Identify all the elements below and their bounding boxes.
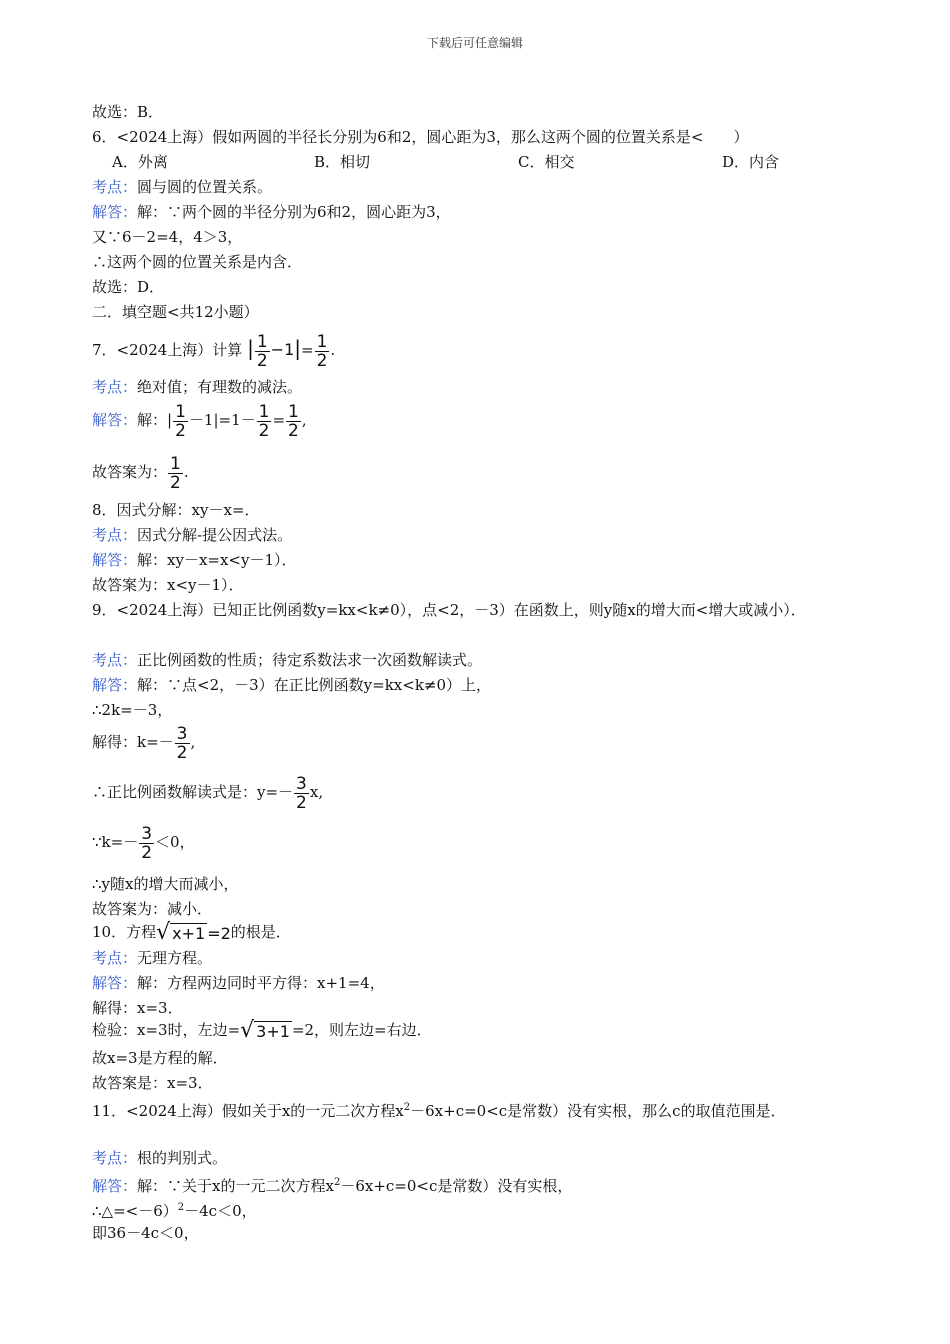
q9-jieda	[92, 675, 491, 695]
kaodian-text: 绝对值；有理数的减法。	[137, 378, 303, 396]
solution-text: 检验：x=3时，左边=	[92, 1021, 241, 1039]
answer-line: 故选：D．	[92, 278, 165, 296]
solution-text: ∴正比例函数解读式是：y=－	[92, 783, 294, 801]
answer-line: 故答案为： $\frac{1}{2}$ .	[92, 453, 189, 493]
answer-line: 故答案为：减小．	[92, 900, 213, 918]
q11-text: －6x+c=0<c是常数）没有实根，那么c的取值范围是．	[410, 1102, 786, 1120]
answer-line: 故选：B．	[92, 103, 164, 121]
solution-line: 即36－4c＜0，	[92, 1224, 199, 1242]
page-header: 下载后可任意编辑	[426, 36, 523, 50]
q6-kaodian	[92, 177, 272, 197]
solution-line: 又∵6－2=4，4＞3，	[92, 228, 243, 246]
q10-jieda	[92, 973, 385, 993]
solution-line: ∴y随x的增大而减小，	[92, 875, 239, 893]
kaodian-label: 考点：	[92, 651, 138, 669]
section-heading: 二．填空题<共12小题）	[92, 303, 259, 321]
kaodian-text: 根的判别式。	[137, 1149, 228, 1167]
answer-line: 故答案是：x=3．	[92, 1074, 213, 1092]
jieda-text: 解：xy－x=x<y－1）．	[137, 551, 297, 569]
jieda-label: 解答：	[92, 411, 138, 429]
jieda-text: 解：	[137, 411, 168, 429]
solution-line: 解得：x=3．	[92, 999, 183, 1017]
solution-line: ∵k=－ $\frac{3}{2}$ ＜0，	[92, 823, 195, 863]
jieda-text: 解：∵点<2，－3）在正比例函数y=kx<k≠0）上，	[137, 676, 492, 694]
kaodian-label: 考点：	[92, 378, 138, 396]
kaodian-text: 圆与圆的位置关系。	[137, 178, 273, 196]
kaodian-text: 因式分解-提公因式法。	[137, 526, 293, 544]
q7-text: 7．<2024上海）计算	[92, 341, 243, 359]
jieda-text: 解：∵关于x的一元二次方程x	[137, 1177, 334, 1195]
question-11: 11．<2024上海）假如关于x的一元二次方程$x^2-6x+c=0<c$是常数）没有实根，那么c的取值范围是．	[92, 1102, 786, 1120]
q11-kaodian	[92, 1148, 227, 1168]
solution-text: －4c＜0，	[184, 1202, 257, 1220]
jieda-text: －6x+c=0<c是常数）没有实根，	[340, 1177, 573, 1195]
q8-jieda	[92, 550, 297, 570]
q9-kaodian	[92, 650, 482, 670]
answer-line: 故答案为：x<y－1）．	[92, 576, 244, 594]
q7-jieda	[92, 400, 307, 440]
solution-line: ∴正比例函数解读式是：y=－ $\frac{3}{2}$ x,	[92, 773, 324, 813]
q7-kaodian	[92, 377, 302, 397]
kaodian-label: 考点：	[92, 178, 138, 196]
solution-line: 故x=3是方程的解．	[92, 1049, 228, 1067]
answer-text: 故答案为：	[92, 463, 168, 481]
check-formula: √ 3+1	[240, 1017, 290, 1043]
kaodian-label: 考点：	[92, 949, 138, 967]
jieda-text: 解：方程两边同时平方得：x+1=4，	[137, 974, 385, 992]
q10-kaodian	[92, 948, 212, 968]
jieda-text: 解：∵两个圆的半径分别为6和2，圆心距为3，	[137, 203, 451, 221]
solution-line	[92, 1017, 432, 1043]
q11-text: 11．<2024上海）假如关于x的一元二次方程x	[92, 1102, 404, 1120]
jieda-label: 解答：	[92, 974, 138, 992]
option-b: B．相切	[314, 153, 371, 171]
kaodian-label: 考点：	[92, 1149, 138, 1167]
solution-text: ∴△=<－6）	[92, 1202, 178, 1220]
solution-text: 解得：k=－	[92, 733, 174, 751]
solution-line: ∴2k=－3，	[92, 701, 173, 719]
kaodian-label: 考点：	[92, 526, 138, 544]
question-6: 6．<2024上海）假如两圆的半径长分别为6和2，圆心距为3，那么这两个圆的位置关系是< ）	[92, 128, 749, 146]
question-8: 8．因式分解：xy－x=．	[92, 501, 260, 519]
solution-text: ∵k=－	[92, 833, 139, 851]
q10-text: 的根是．	[230, 923, 291, 941]
jieda-label: 解答：	[92, 1177, 138, 1195]
question-7	[92, 328, 336, 371]
option-d: D．内含	[722, 153, 780, 171]
kaodian-text: 无理方程。	[137, 949, 213, 967]
solution-text: =2，则左边=右边．	[291, 1021, 432, 1039]
option-c: C．相交	[518, 153, 575, 171]
jieda-label: 解答：	[92, 551, 138, 569]
q7-formula: | $\frac{1}{2}$ －1|=1－ $\frac{1}{2}$ = $\frac{1}{2}$ ,	[167, 401, 307, 441]
kaodian-text: 正比例函数的性质；待定系数法求一次函数解读式。	[137, 651, 483, 669]
option-a: A．外离	[112, 153, 168, 171]
jieda-label: 解答：	[92, 676, 138, 694]
question-10	[92, 919, 291, 945]
q8-kaodian	[92, 525, 292, 545]
q11-jieda: 解答：解：∵关于x的一元二次方程$x^2-6x+c=0<c$是常数）没有实根，	[92, 1177, 573, 1195]
solution-line: ∴△=<－6）$^2$－4c＜0，	[92, 1202, 257, 1220]
solution-line: 解得：k=－ $\frac{3}{2}$ ,	[92, 723, 196, 763]
jieda-label: 解答：	[92, 203, 138, 221]
q7-formula: | $\frac{1}{2}$ −1|= $\frac{1}{2}$ .	[247, 331, 336, 371]
question-9: 9．<2024上海）已知正比例函数y=kx<k≠0），点<2，－3）在函数上，则y随x的增大而<增大或减小）．	[92, 601, 806, 619]
q10-formula: √ x+1 =2	[156, 919, 231, 945]
q10-text: 10．方程	[92, 923, 157, 941]
q6-jieda	[92, 202, 451, 222]
solution-line: ∴这两个圆的位置关系是内含．	[92, 253, 303, 271]
